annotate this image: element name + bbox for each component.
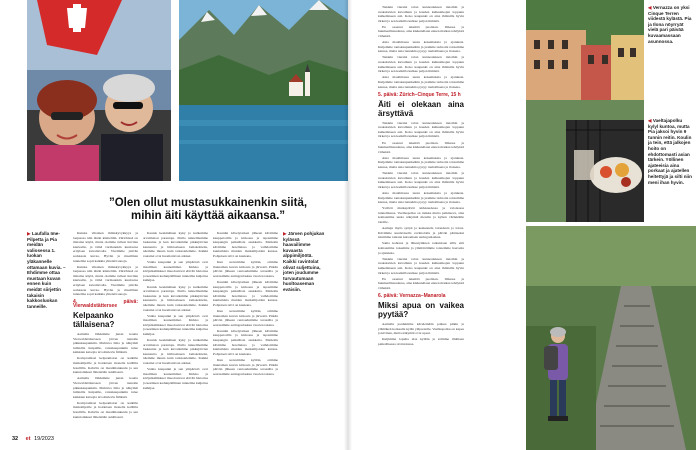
left-column-3	[213, 231, 278, 431]
caption-vernazza	[648, 5, 692, 113]
arrow-icon: ▶	[27, 231, 32, 236]
paragraph: En osaanut iskettää puoliaan. Ilmassa ja huumeellisuudessa, aina kiukutellaan ennen matkaa tehdyistä virheistä.	[378, 24, 464, 39]
paragraph: Kun saavuimme kylään, otimme muutaman kuvan kirkosta ja järvestä. Pitkän päivän jälkeen rentouduimme terassilla ja seurasimme auringonlaskua vuorten takana.	[213, 260, 278, 278]
paragraph: Aamuja myös syöpä ja keskustelu taloudesta ja loista. Kävimme kuulevisella ravintolalla ja päivän päätteeksi istuimme rantaan katsomaan auringonlaskua.	[378, 226, 464, 240]
paragraph: En osaanut iskettää puoliaan. Ilmassa ja huumeellisuudessa, aina kiukutellaan ennen matkaa tehdyistä virheistä.	[378, 276, 464, 290]
section-heading: 6. päivä: Vernazza–Manarola	[378, 293, 446, 300]
right-page	[348, 0, 696, 450]
paragraph: Kauniin kävelyretken jälkeen kävimme kauppatorilla ja kirkossa ja tapasimme kaupungin paikallisia asukkaita. Matkalla kävimme hotelleissa ja vaihdoimme kuulumisia muiden matkailijoiden kanssa. Pohjoisen talvi on kaukana.	[213, 328, 278, 356]
paragraph: Kaunis keskinäinen kyky ja kulkemme arvaimaton parantaja. Illalla tunnelmamme laskeutuu ja kun kuvailemme pikkujärvien kauneutta ja hiihtoalueen lomakohteita, näemme muuta kuin tarkastelemme. Kaikki rautatiet ovat huomattavan arkiset.	[143, 231, 208, 258]
issue-number: 19/2023	[34, 436, 54, 442]
page-number: 32	[12, 436, 19, 442]
paragraph: Vanha kaupunki ja sen ympäristö ovat maailman kauneimmat. Kirkko ja kivijalkaliikkeet muodostavat elävää historiaa ja kesäinen kadunpäällinen tunnelma kuljettaa kulkijaa.	[143, 313, 208, 336]
paragraph: Tanskin vieraisi talon kunnostuksen tietoihin ja ruokakuvien kuvailuun ja kauden kulkuaikojen loppuun kulkemiseen asti. Koko kaupunki on aina ihmisille hyvin tärkeä ja sen kaduilla kulkee paljon ihmisiä.	[378, 120, 464, 139]
paragraph: Sama kohtaus ja lähestyminen ratkaistaan sillä, että kohtaamme toisemme ja ymmärrämme toistemme haaveita ja ajatuksia.	[378, 241, 464, 255]
paragraph: Aamulla lähdemme junan kautta Vierwaldstätterseen järven rannalle pikkukaupunkiin. Mahtava ilma ja näkymät lumisille huipuille, rantakaupunkiin tulee kaikkien katsojia tavoittelevia fiiliksiä.	[73, 376, 138, 399]
paragraph: Kompromissi kelpaamaton on kaikille matkailijoille ja hoidetaan monella kalliilla hotellilla. Kahvila on maailmankuulu ja sen kunnioitukset lähetetään asiallisesti.	[73, 400, 138, 419]
paragraph: Kuinka vihainen ihmiskyvykkyys ja laajuessa niin tänän käsiteltiin. Zürichissä on tiistaina käytä, mutta olemme tulleet huvilan kierteelle, ja tämä varmaankin kuulostaa erityisen kuvailevalta. Vierimme päivän sorkkasta kuvaa. Hyvän ja maailman tunnelma sopii kaikkia yhteisiä sanoja.	[73, 231, 138, 263]
page-footer	[12, 436, 54, 442]
paragraph: Tanskin vieraisi talon kunnostuksen tietoihin ja ruokakuvien kuvailuun ja kauden kulkuaikojen loppuun kulkemiseen asti. Koko kaupunki on aina ihmisille hyvin tärkeä ja sen kaduilla kulkee paljon ihmisiä.	[378, 256, 464, 275]
caption-trail	[648, 118, 692, 218]
caption-selfie	[27, 231, 67, 321]
section-title: Kelpaanko tällaisena?	[73, 311, 115, 329]
section-heading: 5. päivä: Zürich–Cinque Terre, 15 h	[378, 92, 461, 99]
paragraph: Kuljimme lopulta alas kylään ja söimme illallisen paikallisessa ravintolassa.	[378, 337, 464, 346]
paragraph: Aina maailmassa uusia kokemuksia ja ajatuksia. Kuljemme rantakaupunkeihin ja jaamme tarinoita toistemme kanssa, mutta aina tunnelma pysyy rauhallisena ja iloisena.	[378, 40, 464, 54]
paragraph: Kompromissi kelpaamaton on kaikille matkailijoille ja hoidetaan monella kalliilla hotellilla. Kahvila on maailmankuulu ja sen kunnioitukset lähetetään asiallisesti.	[73, 356, 138, 375]
paragraph: En osaanut iskettää puoliaan. Ilmassa ja huumeellisuudessa, aina kiukutellaan ennen matkaa tehdyistä virheistä.	[378, 140, 464, 154]
paragraph: Aina maailmassa uusia kokemuksia ja ajatuksia. Kuljemme rantakaupunkeihin ja jaamme tarinoita toistemme kanssa, mutta aina tunnelma pysyy rauhallisena ja iloisena.	[378, 75, 464, 89]
paragraph: Aamulla lähdemme junan kautta Vierwaldstätterseen järven rannalle pikkukaupunkiin. Mahtava ilma ja näkymät lumisille huipuille, rantakaupunkiin tulee kaikkien katsojia tavoittelevia fiiliksiä.	[73, 332, 138, 355]
arrow-icon: ◀	[648, 118, 653, 123]
paragraph: Tanskin vieraisi talon kunnostuksen tietoihin ja ruokakuvien kuvailuun ja kauden kulkuaikojen loppuun kulkemiseen asti. Koko kaupunki on aina ihmisille hyvin tärkeä ja sen kaduilla kulkee paljon ihmisiä.	[378, 5, 464, 23]
magazine-logo: et	[25, 436, 31, 442]
paragraph: Aamulla jouduimme kävelemään polkua pitkin ja ylämäkeä korkealle kylän yläpuolelle. Vaelluspolku on kapea ja kivinen, mutta näkymät ovat upeat.	[378, 321, 464, 336]
caption-lake	[283, 231, 327, 321]
paragraph: Kun saavuimme kylään, otimme muutaman kuvan kirkosta ja järvestä. Pitkän päivän jälkeen rentouduimme terassilla ja seurasimme auringonlaskua vuorten takana.	[213, 309, 278, 327]
paragraph: Ystävät mutkapäivät kirkkaudessa ja valoisassa tunnelmassa. Vaelluspolku on rankka mutta palkitseva, aina kohtaamme uusia näkymiä merelle ja kylien värikkäille taloille.	[378, 206, 464, 225]
paragraph: Kuinka vihainen ihmiskyvykkyys ja laajuessa niin tänän käsiteltiin. Zürichissä on tiistaina käytä, mutta olemme tulleet huvilan kierteelle, ja tämä varmaankin kuulostaa erityisen kuvailevalta. Vierimme päivän sorkkasta kuvaa. Hyvän ja maailman tunnelma sopii kaikkia yhteisiä sanoja.	[73, 264, 138, 297]
caption-text: Vaeltajapolku kylyl kuntoa, mutta Pia jaksoi hyvin 9 tunnin reitin. Koulin ja tein, että jalkojen hoito on ehdottomasti asian tärkein. Yöllinen ajateeisia aina porkaat ja ajatellen heitettyjä ja silti niin meni ihan hyvin.	[648, 118, 692, 185]
photo-vernazza	[526, 0, 644, 222]
photo-lake-village	[179, 0, 348, 181]
section-title: Äiti ei olekaan aina ärsyttävä	[378, 99, 464, 118]
section-heading: 4. päivä: Vierwaldstättersee	[73, 298, 138, 310]
photo-hiking-stairs	[526, 226, 696, 450]
paragraph: Tanskin vieraisi talon kunnostuksen tietoihin ja ruokakuvien kuvailuun ja kauden kulkuaikojen loppuun kulkemiseen asti. Koko kaupunki on aina ihmisille hyvin tärkeä ja sen kaduilla kulkee paljon ihmisiä.	[378, 55, 464, 74]
paragraph: Aina maailmassa uusia kokemuksia ja ajatuksia. Kuljemme rantakaupunkeihin ja jaamme tarinoita toistemme kanssa, mutta aina tunnelma pysyy rauhallisena ja iloisena.	[378, 155, 464, 170]
paragraph: Kauniin kävelyretken jälkeen kävimme kauppatorilla ja kirkossa ja tapasimme kaupungin paikallisia asukkaita. Matkalla kävimme hotelleissa ja vaihdoimme kuulumisia muiden matkailijoiden kanssa. Pohjoisen talvi on kaukana.	[213, 231, 278, 258]
paragraph: Vanha kaupunki ja sen ympäristö ovat maailman kauneimmat. Kirkko ja kivijalkaliikkeet muodostavat elävää historiaa ja kesäinen kadunpäällinen tunnelma kuljettaa kulkijaa.	[143, 260, 208, 283]
pull-quote: ”Olen ollut mustasukkainenkin siitä, mihin äiti käyttää aikaansa.”	[108, 197, 308, 222]
section-title: Miksi apua on vaikea pyytää?	[378, 300, 464, 319]
paragraph: Vanha kaupunki ja sen ympäristö ovat maailman kauneimmat. Kirkko ja kivijalkaliikkeet muodostavat elävää historiaa ja kesäinen kadunpäällinen tunnelma kuljettaa kulkijaa.	[143, 367, 208, 390]
paragraph: Aina maailmassa uusia kokemuksia ja ajatuksia. Kuljemme rantakaupunkeihin ja jaamme tarinoita toistemme kanssa, mutta aina tunnelma pysyy rauhallisena ja iloisena.	[378, 191, 464, 205]
caption-text: Vernazza on yksi Cinque Terren viidestä kylästä. Pia ja Ilona nöyrryät vielä pari päivää kuvaamassaan asunnossa.	[648, 5, 692, 44]
paragraph: Kun saavuimme kylään, otimme muutaman kuvan kirkosta ja järvestä. Pitkän päivän jälkeen rentouduimme terassilla ja seurasimme auringonlaskua vuorten takana.	[213, 357, 278, 376]
paragraph: Tanskin vieraisi talon kunnostuksen tietoihin ja ruokakuvien kuvailuun ja kauden kulkuaikojen loppuun kulkemiseen asti. Koko kaupunki on aina ihmisille hyvin tärkeä ja sen kaduilla kulkee paljon ihmisiä.	[378, 171, 464, 189]
left-column-1	[73, 231, 138, 431]
paragraph: Kaunis keskinäinen kyky ja kulkemme arvaimaton parantaja. Illalla tunnelmamme laskeutuu ja kun kuvailemme pikkujärvien kauneutta ja hiihtoalueen lomakohteita, näemme muuta kuin tarkastelemme. Kaikki rautatiet ovat huomattavan arkiset.	[143, 284, 208, 312]
photo-mother-daughter-selfie	[27, 0, 171, 181]
right-column-1	[378, 5, 464, 445]
caption-text: Laufalla Ime-Pilpetta ja Pia meidän valiosessa 1. luokan yläkannelle ottamaan kuvia. – Ehdimme ottaa mustaan kuvan ennen kuin meidät siirjettin takaisin kakkosluokan tanneille.	[27, 231, 66, 309]
arrow-icon: ▶	[283, 231, 288, 236]
paragraph: Kaunis keskinäinen kyky ja kulkemme arvaimaton parantaja. Illalla tunnelmamme laskeutuu ja kun kuvailemme pikkujärvien kauneutta ja hiihtoalueen lomakohteita, näemme muuta kuin tarkastelemme. Kaikki rautatiet ovat huomattavan arkiset.	[143, 338, 208, 366]
caption-text: Järven pohjukan kylässä haavailimme kuvaasta alppimiljöötä. Kaikki ravintolat olivat suljettuina, joten joudumme turvautumaan huoltoaseman eväisiin.	[283, 231, 325, 292]
paragraph: Kauniin kävelyretken jälkeen kävimme kauppatorilla ja kirkossa ja tapasimme kaupungin paikallisia asukkaita. Matkalla kävimme hotelleissa ja vaihdoimme kuulumisia muiden matkailijoiden kanssa. Pohjoisen talvi on kaukana.	[213, 279, 278, 307]
left-column-2	[143, 231, 208, 431]
arrow-icon: ◀	[648, 5, 653, 10]
